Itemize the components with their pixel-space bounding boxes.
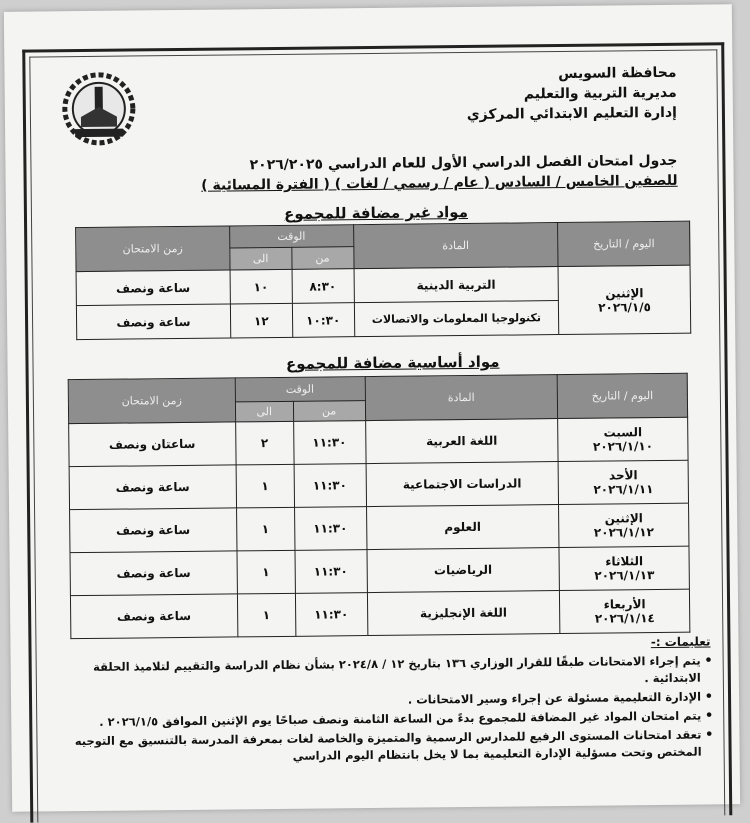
- duration-cell: ساعة ونصف: [70, 508, 237, 553]
- instruction-item: • الإدارة التعليمية مسئولة عن إجراء وسير الامتحانات .: [61, 689, 701, 713]
- subject-header: المادة: [353, 223, 558, 269]
- day: السبت: [603, 425, 643, 440]
- from-header: من: [291, 247, 353, 270]
- from-cell: ١١:٣٠: [293, 421, 365, 465]
- subject-header: المادة: [365, 375, 558, 421]
- instructions-title: تعليمات :-: [650, 634, 711, 650]
- table-row: [76, 265, 690, 305]
- date: ٢٠٢٦/١/١٤: [594, 611, 655, 626]
- from-header: من: [293, 401, 365, 422]
- duration-header: زمن الامتحان: [68, 378, 235, 424]
- section2-title: مواد أساسية مضافة للمجموع: [285, 352, 500, 373]
- day: الثلاثاء: [605, 554, 644, 569]
- directorate-seal-icon: [60, 70, 137, 147]
- date: ٢٠٢٦/١/١١: [593, 482, 654, 497]
- duration-cell: ساعة ونصف: [69, 465, 236, 510]
- from-cell: ١١:٣٠: [295, 593, 367, 637]
- subject-cell: الرياضيات: [366, 548, 559, 593]
- duration-cell: ساعة ونصف: [70, 551, 237, 596]
- to-cell: ١: [237, 550, 295, 594]
- table-row: [70, 589, 689, 638]
- administration-name: إدارة التعليم الابتدائي المركزي: [466, 104, 678, 123]
- subject-cell: التربية الدينية: [354, 267, 559, 303]
- governorate-name: محافظة السويس: [558, 64, 677, 83]
- day: الإثنين: [604, 511, 643, 526]
- subject-cell: الدراسات الاجتماعية: [366, 462, 559, 507]
- non-added-subjects-table: [75, 221, 691, 340]
- day-date-header: اليوم / التاريخ: [557, 373, 687, 418]
- day-date-cell: [558, 417, 688, 461]
- letterhead: [466, 63, 677, 125]
- to-cell: ٢: [235, 421, 293, 465]
- subject-cell: العلوم: [366, 505, 559, 550]
- instruction-item: • يتم امتحان المواد غير المضافة للمجموع بدءً من الساعة الثامنة ونصف صباحًا يوم الإثنين الموافق ٢٠٢٦/١/٥ .: [61, 708, 701, 732]
- from-cell: ١١:٣٠: [294, 507, 366, 551]
- day-date-cell: [558, 460, 688, 504]
- table-row: [69, 417, 688, 466]
- title-line-2: للصفين الخامس / السادس ( عام / رسمي / لغات ) ( الفترة المسائية ): [201, 172, 678, 194]
- day-date-cell: [559, 546, 689, 590]
- date: ٢٠٢٦/١/١٠: [592, 439, 654, 454]
- exam-schedule-title: [201, 151, 678, 196]
- from-cell: ١١:٣٠: [295, 550, 367, 594]
- to-header: الى: [235, 401, 293, 422]
- day: الأحد: [608, 468, 638, 483]
- table-header-row: [68, 373, 687, 403]
- table-row: [70, 546, 689, 595]
- day: الإثنين: [605, 285, 644, 301]
- table-row: [69, 460, 688, 509]
- to-cell: ١: [236, 507, 294, 551]
- duration-cell: ساعة ونصف: [76, 270, 230, 306]
- day-date-cell: [560, 589, 690, 633]
- document-sheet: [4, 4, 740, 812]
- date: ٢٠٢٦/١/١٢: [593, 525, 654, 540]
- day-date-header: اليوم / التاريخ: [558, 221, 690, 266]
- from-cell: ١١:٣٠: [294, 464, 366, 508]
- subject-cell: اللغة العربية: [365, 419, 558, 464]
- title-line-1: جدول امتحان الفصل الدراسي الأول للعام الدراسي ٢٠٢٦/٢٠٢٥: [249, 152, 678, 174]
- instructions-list: [61, 652, 716, 769]
- duration-header: زمن الامتحان: [76, 226, 230, 272]
- instruction-item: • تعقد امتحانات المستوى الرفيع للمدارس الرسمية والمتميزة والخاصة لغات بمعرفة المدرسة بالتنسيق مع التوجيه المختص وتحت مسؤلية الإدارة التعليمية بما لا يخل بانتظام اليوم الدراسي: [61, 727, 701, 768]
- to-cell: ١٢: [230, 303, 292, 338]
- directorate-name: مديرية التربية والتعليم: [523, 84, 677, 103]
- to-header: الى: [230, 247, 292, 270]
- time-header: الوقت: [229, 225, 353, 248]
- day-date-cell: [559, 503, 689, 547]
- instruction-item: • يتم إجراء الامتحانات طبقًا للقرار الوزاري ١٣٦ بتاريخ ١٢ / ٢٠٢٤/٨ بشأن نظام الدراسة والتقييم لتلاميذ الحلقة الابتدائية .: [61, 653, 701, 694]
- subject-cell: تكنولوجيا المعلومات والاتصالات: [354, 301, 559, 337]
- date: ٢٠٢٦/١/٥: [598, 299, 651, 315]
- to-cell: ١: [237, 593, 295, 637]
- table-header-row: [76, 221, 690, 249]
- date: ٢٠٢٦/١/١٣: [594, 568, 655, 583]
- day: الأربعاء: [603, 597, 646, 612]
- subject-cell: اللغة الإنجليزية: [367, 591, 560, 636]
- table-row: [70, 503, 689, 552]
- day-date-cell: [558, 265, 691, 334]
- to-cell: ١: [236, 464, 294, 508]
- duration-cell: ساعة ونصف: [70, 594, 237, 639]
- added-subjects-table: [68, 373, 691, 639]
- from-cell: ٨:٣٠: [292, 269, 354, 304]
- section1-title: مواد غير مضافة للمجموع: [284, 202, 469, 223]
- duration-cell: ساعة ونصف: [76, 304, 230, 340]
- to-cell: ١٠: [230, 269, 292, 304]
- from-cell: ١٠:٣٠: [292, 303, 354, 338]
- time-header: الوقت: [235, 377, 365, 402]
- duration-cell: ساعتان ونصف: [69, 422, 236, 467]
